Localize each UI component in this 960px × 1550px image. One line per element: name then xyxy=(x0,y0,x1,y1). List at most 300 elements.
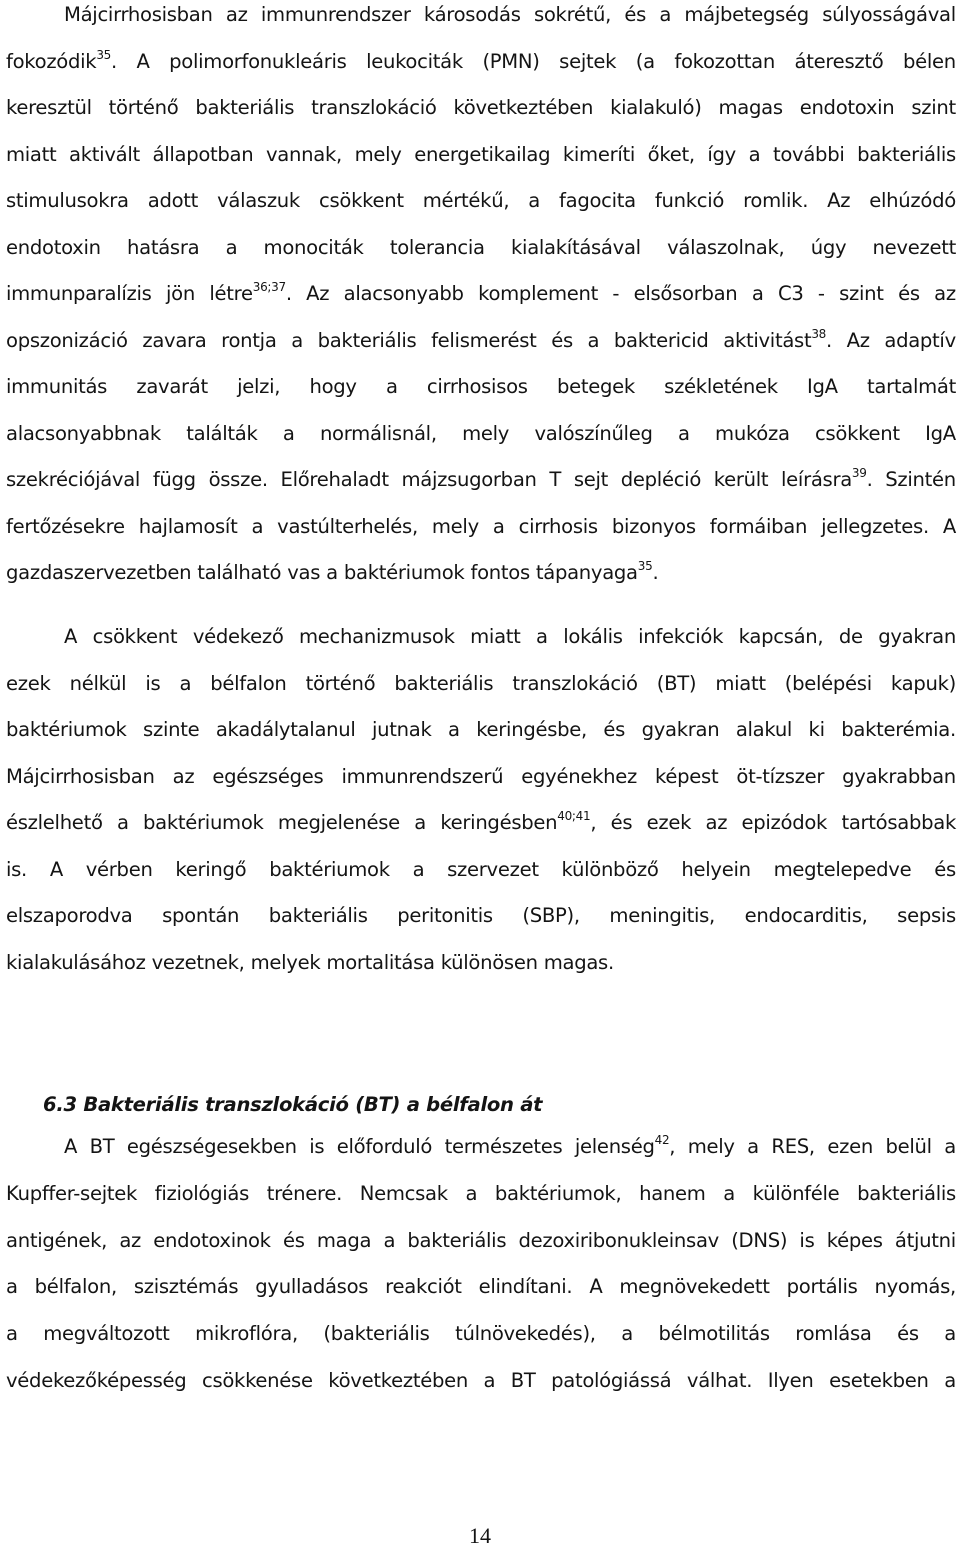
word: alacsonyabbnak xyxy=(6,421,161,445)
word: ezen xyxy=(827,1135,873,1158)
word: is xyxy=(799,1228,815,1252)
word: rontja xyxy=(221,328,277,352)
text-line xyxy=(6,372,956,402)
word: keresztül xyxy=(6,96,92,119)
word: stimulusokra xyxy=(6,189,129,212)
word: magas. xyxy=(543,950,614,974)
word: endotoxin xyxy=(6,235,101,259)
word: csökkenése xyxy=(201,1369,313,1392)
word: A xyxy=(136,49,150,73)
word: alakul xyxy=(735,718,793,741)
word: cirrhosis xyxy=(518,514,598,538)
word: leukociták xyxy=(366,49,463,73)
word: az xyxy=(705,811,728,834)
word: Májcirrhosisban xyxy=(64,3,213,26)
word: tolerancia xyxy=(389,235,485,259)
word: károsodás xyxy=(423,3,521,26)
text-line xyxy=(6,855,956,885)
word: különféle xyxy=(752,1181,840,1205)
word: képes xyxy=(826,1228,883,1252)
word: alacsonyabb xyxy=(343,282,464,305)
text-line xyxy=(6,669,956,699)
word: észlelhető xyxy=(6,811,103,834)
word: a xyxy=(944,1322,956,1346)
word: hatásra xyxy=(127,235,200,259)
word: található xyxy=(197,561,282,584)
word: akadálytalanul xyxy=(215,718,356,741)
word: a xyxy=(282,421,295,445)
word: mortalitása xyxy=(326,950,435,974)
citation-superscript: 36;37 xyxy=(252,280,286,294)
word: függ xyxy=(152,468,196,491)
citation-superscript: 39 xyxy=(851,466,867,480)
word: normálisnál, xyxy=(319,421,437,445)
word: mely xyxy=(354,142,402,166)
word: Előrehaladt xyxy=(280,468,389,491)
word: kialakulásához xyxy=(6,950,146,974)
text-line xyxy=(6,808,956,838)
word: kialakításával xyxy=(511,235,641,259)
word: formáiban xyxy=(709,514,808,538)
word: - xyxy=(817,282,825,305)
word: mely xyxy=(462,421,510,445)
word: is xyxy=(145,671,161,695)
word: jellegzetes. xyxy=(821,514,929,538)
text-line xyxy=(6,1319,956,1349)
word: mely xyxy=(431,514,479,538)
word: mechanizmusok xyxy=(299,625,455,648)
word: lokális xyxy=(563,625,623,648)
text-line xyxy=(6,762,956,792)
word: Májcirrhosisban xyxy=(6,764,155,788)
word: megjelenése xyxy=(277,811,400,834)
word: gyakran xyxy=(878,625,956,648)
word: következtében xyxy=(453,96,594,119)
word: funkció xyxy=(654,189,725,212)
word: A xyxy=(49,857,63,881)
text-line xyxy=(6,558,956,588)
word: különösen xyxy=(440,950,538,974)
word: szinte xyxy=(143,718,200,741)
word: természetes xyxy=(444,1135,563,1158)
citation-superscript: 35 xyxy=(96,47,111,62)
word: létre$^{36;37}$. xyxy=(209,280,292,305)
word: meningitis, xyxy=(609,904,715,927)
word: az xyxy=(172,764,195,788)
word: bakteriális xyxy=(195,96,295,119)
word: zavara xyxy=(142,328,207,352)
word: sepsis xyxy=(897,904,956,927)
word: leírásra$^{39}$. xyxy=(781,466,873,491)
word: dezoxiribonukleinsav xyxy=(518,1228,719,1252)
word: hogy xyxy=(309,375,357,398)
word: (BT) xyxy=(656,671,697,695)
word: fokozódik$^{35}$. xyxy=(6,47,117,73)
text-line xyxy=(6,715,956,745)
text-line xyxy=(6,1179,956,1209)
word: bélen xyxy=(902,49,956,73)
word: bakteriális xyxy=(857,1181,956,1205)
word: túlnövekedés), xyxy=(455,1322,596,1346)
word: és xyxy=(282,1228,305,1252)
word: vannak, xyxy=(266,142,342,166)
word: súlyosságával xyxy=(822,3,956,26)
word: miatt xyxy=(6,142,57,166)
word: (a xyxy=(635,49,655,73)
word: képest xyxy=(655,764,719,788)
word: baktericid xyxy=(613,328,709,352)
word: (belépési xyxy=(784,671,872,695)
word: szint xyxy=(911,96,956,119)
word: gyakrabban xyxy=(842,764,956,788)
text-line xyxy=(6,279,956,309)
word: baktériumok xyxy=(143,811,264,834)
word: a xyxy=(944,1369,956,1392)
word: vastúlterhelés, xyxy=(277,514,418,538)
word: baktériumok xyxy=(269,857,390,881)
word: a xyxy=(225,235,238,259)
word: csökkent xyxy=(815,421,900,445)
word: nevezett xyxy=(872,235,956,259)
word: romlik. xyxy=(743,189,809,212)
citation-superscript: 38 xyxy=(811,326,827,341)
word: helyein xyxy=(681,857,751,881)
word: gyakran xyxy=(641,718,720,741)
word: hajlamosít xyxy=(138,514,238,538)
word: bakteriális xyxy=(857,142,956,166)
word: a xyxy=(528,189,541,212)
word: májzsugorban xyxy=(401,468,537,491)
word: a xyxy=(414,811,426,834)
word: nélkül xyxy=(69,671,127,695)
word: vérben xyxy=(85,857,153,881)
word: patológiássá xyxy=(551,1369,672,1392)
word: fokozottan xyxy=(674,49,775,73)
word: és xyxy=(603,718,626,741)
word: peritonitis xyxy=(397,904,493,927)
word: portális xyxy=(786,1275,858,1299)
word: fagocita xyxy=(559,189,636,212)
word: belül xyxy=(885,1135,932,1158)
word: a xyxy=(492,514,505,538)
word: T xyxy=(549,468,562,491)
word: antigének, xyxy=(6,1228,108,1252)
word: sejtek xyxy=(559,49,617,73)
text-line xyxy=(6,901,956,931)
word: a xyxy=(385,375,398,398)
word: gyulladásos xyxy=(255,1275,369,1299)
word: adott xyxy=(147,189,199,212)
word: bakteriális xyxy=(317,328,417,352)
word: keringésbe, xyxy=(476,718,587,741)
word: és xyxy=(551,328,573,352)
word: bakterémia. xyxy=(841,718,956,741)
word: válaszuk xyxy=(217,189,300,212)
word: össze. xyxy=(208,468,268,491)
word: infekciók xyxy=(638,625,724,648)
text-line xyxy=(6,93,956,123)
word: elszaporodva xyxy=(6,904,133,927)
text-line xyxy=(6,1132,956,1162)
word: maga xyxy=(316,1228,372,1252)
word: RES, xyxy=(771,1135,815,1158)
word: spontán xyxy=(162,904,240,927)
word: sejt xyxy=(573,468,609,491)
word: polimorfonukleáris xyxy=(169,49,347,73)
word: elhúzódó xyxy=(869,189,956,212)
citation-superscript: 35 xyxy=(637,559,653,573)
word: miatt xyxy=(715,671,766,695)
word: a xyxy=(383,1228,396,1252)
word: a xyxy=(944,1135,956,1158)
word: vezetnek, xyxy=(151,950,245,974)
word: bizonyos xyxy=(611,514,696,538)
word: elindítani. xyxy=(478,1275,573,1299)
text-line xyxy=(6,233,956,263)
word: A xyxy=(589,1275,603,1299)
word: immunparalízis xyxy=(6,282,152,305)
word: áteresztő xyxy=(794,49,884,73)
text-line xyxy=(6,0,956,30)
word: jelzi, xyxy=(237,375,281,398)
word: bélfalon, xyxy=(34,1275,117,1299)
word: válaszolnak, xyxy=(667,235,785,259)
word: találták xyxy=(186,421,258,445)
word: állapotban xyxy=(152,142,254,166)
word: jelenség$^{42}$, xyxy=(574,1133,676,1158)
word: keringésben$^{40;41}$, xyxy=(440,809,597,834)
word: és xyxy=(624,3,647,26)
word: gazdaszervezetben xyxy=(6,561,192,584)
word: betegek xyxy=(556,375,635,398)
word: kialakuló) xyxy=(610,96,702,119)
word: komplement xyxy=(478,282,599,305)
word: következtében xyxy=(328,1369,468,1392)
word: sokrétű, xyxy=(533,3,612,26)
text-line xyxy=(6,622,956,652)
word: a xyxy=(251,514,264,538)
word: vas xyxy=(287,561,321,584)
word: (bakteriális xyxy=(323,1322,430,1346)
word: transzlokáció xyxy=(311,96,437,119)
word: így xyxy=(707,142,736,166)
word: tartósabbak xyxy=(841,811,956,834)
word: is xyxy=(309,1135,325,1158)
word: a xyxy=(483,1369,496,1392)
word: endocarditis, xyxy=(744,904,868,927)
word: endotoxin xyxy=(799,96,895,119)
word: megváltozott xyxy=(43,1322,170,1346)
text-line xyxy=(6,1272,956,1302)
text-line xyxy=(6,186,956,216)
word: megtelepedve xyxy=(773,857,912,881)
word: Az xyxy=(306,282,330,305)
word: transzlokáció xyxy=(512,671,638,695)
word: (DNS) xyxy=(731,1228,788,1252)
word: keringő xyxy=(175,857,247,881)
word: aktivált xyxy=(69,142,140,166)
word: esetekben xyxy=(829,1369,929,1392)
word: a xyxy=(587,328,600,352)
word: zavarát xyxy=(136,375,208,398)
word: a xyxy=(412,857,425,881)
word: A xyxy=(64,1135,78,1158)
word: a xyxy=(748,142,761,166)
text-line xyxy=(6,47,956,77)
word: a xyxy=(621,1322,633,1346)
word: megnövekedett xyxy=(619,1275,770,1299)
word: reakciót xyxy=(385,1275,462,1299)
word: és xyxy=(610,811,633,834)
text-line xyxy=(6,140,956,170)
word: trénere. xyxy=(266,1181,343,1205)
word: nyomás, xyxy=(874,1275,956,1299)
word: bélmotilitás xyxy=(658,1322,770,1346)
word: Nemcsak xyxy=(359,1181,448,1205)
word: Ilyen xyxy=(767,1369,814,1392)
word: válhat. xyxy=(686,1369,753,1392)
word: tápanyaga$^{35}$. xyxy=(535,559,659,584)
word: kimeríti xyxy=(562,142,636,166)
word: került xyxy=(713,468,769,491)
word: opszonizáció xyxy=(6,328,128,352)
word: védekezőképesség xyxy=(6,1369,187,1392)
word: és xyxy=(934,857,956,881)
word: az xyxy=(119,1228,142,1252)
word: mikroflóra, xyxy=(195,1322,298,1346)
word: - xyxy=(612,282,620,305)
word: történő xyxy=(108,96,179,119)
text-line xyxy=(6,1226,956,1256)
word: ezek xyxy=(646,811,692,834)
word: szekréciójával xyxy=(6,468,141,491)
page-number: 14 xyxy=(469,1523,491,1548)
word: a xyxy=(677,421,690,445)
word: IgA xyxy=(925,421,956,445)
word: magas xyxy=(718,96,783,119)
word: baktériumok, xyxy=(494,1181,622,1205)
word: miatt xyxy=(470,625,521,648)
word: szervezet xyxy=(447,857,539,881)
word: a xyxy=(116,811,129,834)
word: a xyxy=(723,1181,735,1205)
word: és xyxy=(897,1322,919,1346)
word: epizódok xyxy=(741,811,828,834)
word: mértékű, xyxy=(422,189,510,212)
word: adaptív xyxy=(884,328,956,352)
word: felismerést xyxy=(431,328,537,352)
word: energetikailag xyxy=(414,142,551,166)
word: szisztémás xyxy=(133,1275,239,1299)
word: egyénekhez xyxy=(521,764,638,788)
word: szint xyxy=(839,282,884,305)
word: átjutni xyxy=(894,1228,956,1252)
text-line xyxy=(6,948,956,978)
word: fontos xyxy=(470,561,530,584)
citation-superscript: 40;41 xyxy=(557,809,591,823)
text-line xyxy=(6,465,956,495)
section-heading: 6.3 Bakteriális transzlokáció (BT) a bélfalon át xyxy=(43,1093,543,1116)
word: székletének xyxy=(664,375,778,398)
word: jön xyxy=(166,282,195,305)
word: de xyxy=(838,625,863,648)
word: csökkent xyxy=(92,625,178,648)
word: a xyxy=(751,282,764,305)
word: fiziológiás xyxy=(154,1181,250,1205)
word: (SBP), xyxy=(522,904,580,927)
word: ezek xyxy=(6,671,51,695)
text-line xyxy=(6,512,956,542)
word: további xyxy=(772,142,845,166)
word: romlása xyxy=(795,1322,872,1346)
word: endotoxinok xyxy=(153,1228,271,1252)
word: a xyxy=(179,671,192,695)
word: is. xyxy=(6,857,27,881)
word: kapcsán, xyxy=(738,625,824,648)
word: cirrhosisos xyxy=(426,375,528,398)
word: bakteriális xyxy=(268,904,368,927)
word: melyek xyxy=(250,950,321,974)
word: kapuk) xyxy=(890,671,956,695)
word: a xyxy=(465,1181,478,1205)
word: A xyxy=(942,514,956,538)
word: májbetegség xyxy=(684,3,809,26)
word: BT xyxy=(510,1369,536,1392)
word: bélfalon xyxy=(210,671,287,695)
word: IgA xyxy=(807,375,838,398)
word: mely xyxy=(687,1135,735,1158)
word: hanem xyxy=(639,1181,706,1205)
word: C3 xyxy=(777,282,804,305)
word: mukóza xyxy=(715,421,790,445)
word: öt-tízszer xyxy=(736,764,825,788)
word: immunitás xyxy=(6,375,108,398)
word: aktivitást$^{38}$. xyxy=(723,326,832,352)
word: fertőzésekre xyxy=(6,514,125,538)
word: védekező xyxy=(192,625,284,648)
word: különböző xyxy=(561,857,659,881)
word: a xyxy=(448,718,460,741)
word: egészséges xyxy=(212,764,324,788)
text-line xyxy=(6,326,956,356)
word: elsősorban xyxy=(633,282,738,305)
word: Kupffer-sejtek xyxy=(6,1181,138,1205)
citation-superscript: 42 xyxy=(654,1133,670,1147)
word: a xyxy=(6,1322,18,1346)
word: a xyxy=(6,1275,18,1299)
word: a xyxy=(291,328,303,352)
word: történő xyxy=(305,671,376,695)
text-line xyxy=(6,419,956,449)
word: immunrendszerű xyxy=(341,764,504,788)
word: a xyxy=(747,1135,759,1158)
word: (PMN) xyxy=(482,49,540,73)
word: az xyxy=(225,3,248,26)
word: őket, xyxy=(647,142,695,166)
word: az xyxy=(934,282,956,305)
word: csökkent xyxy=(319,189,404,212)
word: úgy xyxy=(810,235,847,259)
word: baktériumok xyxy=(6,718,127,741)
word: Szintén xyxy=(885,468,956,491)
word: jutnak xyxy=(372,718,432,741)
word: Az xyxy=(827,189,851,212)
text-line xyxy=(6,1366,956,1396)
word: bakteriális xyxy=(407,1228,507,1252)
word: baktériumok xyxy=(343,561,465,584)
word: egészségesekben xyxy=(126,1135,297,1158)
word: ki xyxy=(808,718,825,741)
